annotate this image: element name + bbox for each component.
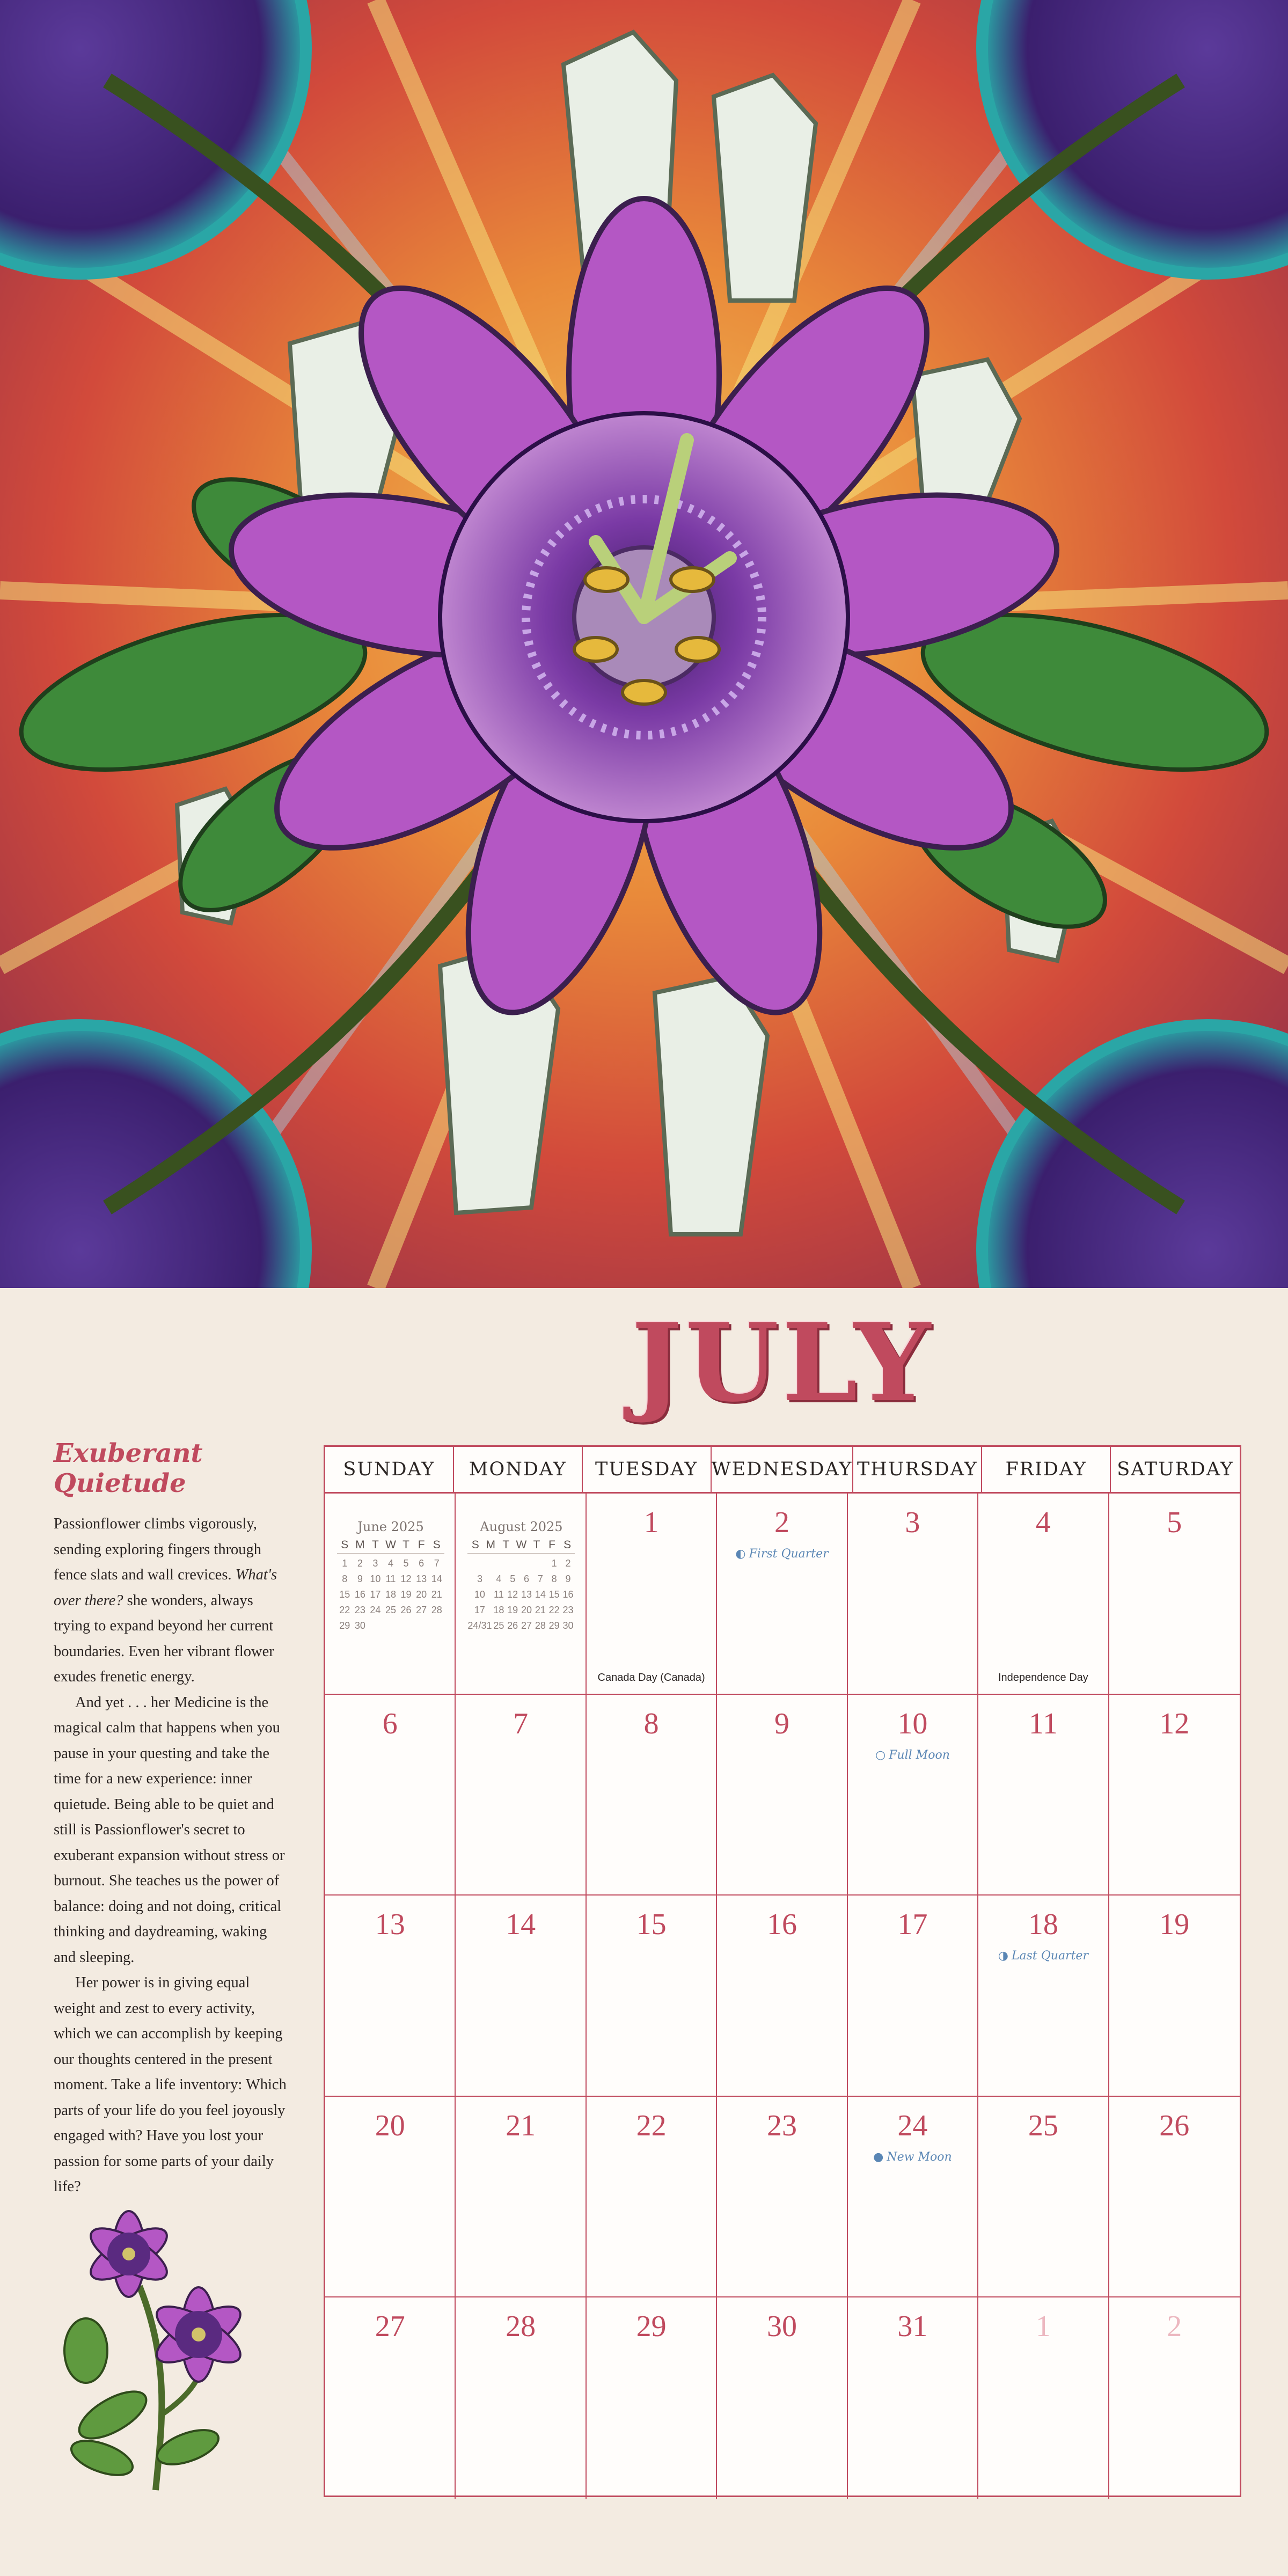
mini-calendar-day: 12 bbox=[400, 1574, 412, 1584]
mini-calendar-day: 24/31 bbox=[467, 1620, 492, 1631]
side-text-panel bbox=[54, 1438, 290, 2200]
moon-phase bbox=[848, 2150, 977, 2164]
last-quarter-moon-icon: ◑ bbox=[998, 1949, 1008, 1963]
weekday-wednesday: WEDNESDAY bbox=[712, 1447, 854, 1492]
day-cell bbox=[587, 2097, 717, 2298]
mini-calendar-weekdays bbox=[467, 1539, 575, 1554]
mini-calendar-day: 18 bbox=[385, 1589, 396, 1600]
day-cell bbox=[1109, 2097, 1240, 2298]
mini-calendar-day: 23 bbox=[562, 1605, 574, 1615]
day-cell bbox=[456, 1695, 586, 1896]
day-number: 31 bbox=[897, 2310, 928, 2344]
day-cell bbox=[325, 2297, 456, 2499]
day-number: 1 bbox=[643, 1506, 659, 1539]
mini-calendar-day: 11 bbox=[494, 1589, 504, 1600]
side-paragraph-3: Her power is in giving equal weight and zest to every activity, which we can accomplish by keeping our thoughts centered in the present moment. Take a life inventory: Which parts of your life do you feel joyously engaged with? Have you lost your passion for some parts of your daily life? bbox=[54, 1974, 287, 2195]
day-cell bbox=[587, 1695, 717, 1896]
mini-calendar-day bbox=[492, 1558, 506, 1569]
mini-calendar-day: 20 bbox=[521, 1605, 532, 1615]
day-cell bbox=[1109, 1494, 1240, 1695]
day-cell bbox=[325, 1896, 456, 2097]
mini-calendar-day: 8 bbox=[551, 1574, 557, 1584]
mini-calendar-day: 2 bbox=[565, 1558, 571, 1569]
day-cell bbox=[848, 2297, 978, 2499]
full-moon-icon: ○ bbox=[875, 1748, 886, 1762]
mini-calendar-day: 24 bbox=[370, 1605, 381, 1615]
mini-calendar-day: 30 bbox=[354, 1620, 365, 1631]
mini-calendar-day: 3 bbox=[372, 1558, 378, 1569]
mini-calendar-day bbox=[383, 1620, 399, 1631]
mini-calendar-weekday: S bbox=[564, 1539, 572, 1551]
mini-calendar-weekday: S bbox=[341, 1539, 349, 1551]
mini-calendar-days bbox=[467, 1558, 575, 1631]
side-heading: Exuberant Quietude bbox=[54, 1438, 203, 1498]
mini-calendar-title: June 2025 bbox=[357, 1519, 424, 1534]
side-paragraph-1-start: Passionflower climbs vigorously, sending exploring fingers through fence slats and wall crevices. bbox=[54, 1516, 262, 1583]
mini-calendar-day: 30 bbox=[562, 1620, 574, 1631]
day-cell bbox=[325, 2097, 456, 2298]
day-number: 14 bbox=[506, 1908, 536, 1942]
day-cell bbox=[978, 2297, 1109, 2499]
day-number: 8 bbox=[643, 1707, 659, 1740]
moon-phase-label: New Moon bbox=[887, 2150, 952, 2164]
day-cell bbox=[717, 1896, 847, 2097]
mini-calendar-day: 6 bbox=[419, 1558, 425, 1569]
mini-calendar-day: 26 bbox=[507, 1620, 518, 1631]
mini-calendar-day: 27 bbox=[521, 1620, 532, 1631]
weekday-thursday: THURSDAY bbox=[853, 1447, 982, 1492]
mini-calendar-day: 9 bbox=[565, 1574, 571, 1584]
mini-calendar-weekday: F bbox=[548, 1539, 555, 1551]
mini-calendar-day: 20 bbox=[416, 1589, 427, 1600]
holiday-label: Canada Day (Canada) bbox=[597, 1671, 705, 1684]
new-moon-icon: ● bbox=[873, 2150, 884, 2164]
day-number: 19 bbox=[1159, 1908, 1190, 1942]
mini-calendar-day: 27 bbox=[416, 1605, 427, 1615]
day-cell bbox=[325, 1494, 456, 1695]
weekday-monday: MONDAY bbox=[454, 1447, 583, 1492]
side-paragraph-2: And yet . . . her Medicine is the magical calm that happens when you pause in your questing and take the time for a new experience: inner quietude. Being able to be quiet and still is Passionflower's secret to exuberant expansion without stress or burnout. She teaches us the power of balance: doing and not doing, critical thinking and daydreaming, waking and sleeping. bbox=[54, 1694, 285, 1966]
day-number: 20 bbox=[375, 2109, 405, 2142]
moon-phase bbox=[848, 1748, 977, 1762]
day-number: 2 bbox=[774, 1506, 789, 1539]
mini-calendar-day: 25 bbox=[385, 1605, 396, 1615]
day-number: 11 bbox=[1028, 1707, 1058, 1740]
day-number: 21 bbox=[506, 2109, 536, 2142]
mini-calendar-day: 17 bbox=[370, 1589, 381, 1600]
mini-calendar-weekday: M bbox=[486, 1539, 496, 1551]
mini-calendar-day: 5 bbox=[510, 1574, 516, 1584]
day-number: 30 bbox=[766, 2310, 797, 2344]
mini-calendar-day: 3 bbox=[477, 1574, 482, 1584]
mini-calendar-day: 28 bbox=[535, 1620, 546, 1631]
mini-calendar-day: 5 bbox=[403, 1558, 409, 1569]
mini-calendar-day bbox=[429, 1620, 444, 1631]
mini-calendar-day: 22 bbox=[548, 1605, 560, 1615]
day-number: 28 bbox=[506, 2310, 536, 2344]
flower-sketch-graphic bbox=[54, 2190, 279, 2501]
mini-calendar-weekday: T bbox=[502, 1539, 510, 1551]
day-number: 12 bbox=[1159, 1707, 1190, 1740]
moon-phase-label: Full Moon bbox=[889, 1748, 950, 1762]
mini-calendar-day: 9 bbox=[357, 1574, 363, 1584]
mini-calendar-day bbox=[467, 1558, 492, 1569]
day-number: 22 bbox=[636, 2109, 667, 2142]
month-title: JULY bbox=[631, 1300, 934, 1426]
mini-calendar-day: 2 bbox=[357, 1558, 363, 1569]
mini-calendar-weekday: F bbox=[418, 1539, 425, 1551]
mini-calendar-day: 12 bbox=[507, 1589, 518, 1600]
day-cell bbox=[717, 1695, 847, 1896]
mini-calendar-day: 19 bbox=[507, 1605, 518, 1615]
mini-calendar bbox=[467, 1519, 575, 1631]
day-cell bbox=[1109, 1896, 1240, 2097]
mini-calendar-day: 29 bbox=[339, 1620, 350, 1631]
day-cell bbox=[1109, 2297, 1240, 2499]
day-cell bbox=[978, 1494, 1109, 1695]
day-cell bbox=[848, 1494, 978, 1695]
mini-calendar-weekday: T bbox=[372, 1539, 379, 1551]
mini-calendar-day: 4 bbox=[387, 1558, 393, 1569]
mini-calendar-day: 8 bbox=[342, 1574, 348, 1584]
mini-calendar-day bbox=[368, 1620, 383, 1631]
day-cell bbox=[587, 1494, 717, 1695]
day-cell bbox=[456, 2097, 586, 2298]
weekday-header-row bbox=[325, 1447, 1240, 1494]
mini-calendar-day: 21 bbox=[431, 1589, 442, 1600]
mini-calendar-title: August 2025 bbox=[480, 1519, 563, 1534]
mini-calendar-day: 1 bbox=[342, 1558, 348, 1569]
mini-calendar-day bbox=[398, 1620, 414, 1631]
moon-phase bbox=[717, 1547, 846, 1561]
day-cell bbox=[325, 1695, 456, 1896]
mini-calendar-day: 7 bbox=[434, 1558, 440, 1569]
mini-calendar-day: 15 bbox=[339, 1589, 350, 1600]
mini-calendar bbox=[337, 1519, 444, 1631]
day-cell bbox=[717, 2297, 847, 2499]
day-cell bbox=[978, 1695, 1109, 1896]
mini-calendar-day bbox=[519, 1558, 533, 1569]
mini-calendar-day: 28 bbox=[431, 1605, 442, 1615]
day-number: 23 bbox=[766, 2109, 797, 2142]
day-cell bbox=[456, 2297, 586, 2499]
mini-calendar-day: 14 bbox=[431, 1574, 442, 1584]
mini-calendar-day: 10 bbox=[474, 1589, 485, 1600]
mini-calendar-day: 6 bbox=[524, 1574, 530, 1584]
calendar-grid bbox=[324, 1445, 1241, 2497]
day-cell bbox=[1109, 1695, 1240, 1896]
moon-phase bbox=[978, 1949, 1108, 1963]
day-number: 13 bbox=[375, 1908, 405, 1942]
day-cell bbox=[978, 1896, 1109, 2097]
day-cell bbox=[717, 1494, 847, 1695]
mini-calendar-day: 10 bbox=[370, 1574, 381, 1584]
mini-calendar-weekday: W bbox=[516, 1539, 527, 1551]
day-number: 16 bbox=[766, 1908, 797, 1942]
moon-phase-label: Last Quarter bbox=[1011, 1949, 1088, 1963]
day-cell bbox=[587, 2297, 717, 2499]
day-number: 5 bbox=[1167, 1506, 1182, 1539]
day-number: 27 bbox=[375, 2310, 405, 2344]
mini-calendar-day: 23 bbox=[354, 1605, 365, 1615]
mini-calendar-day: 4 bbox=[496, 1574, 502, 1584]
mini-calendar-day: 19 bbox=[400, 1589, 412, 1600]
mini-calendar-day: 22 bbox=[339, 1605, 350, 1615]
day-number: 24 bbox=[897, 2109, 928, 2142]
mini-calendar-day: 7 bbox=[537, 1574, 543, 1584]
day-number: 25 bbox=[1028, 2109, 1058, 2142]
day-number: 17 bbox=[897, 1908, 928, 1942]
weekday-tuesday: TUESDAY bbox=[583, 1447, 712, 1492]
mini-calendar-day: 16 bbox=[354, 1589, 365, 1600]
mini-calendar-day: 15 bbox=[548, 1589, 560, 1600]
first-quarter-moon-icon: ◐ bbox=[735, 1547, 746, 1561]
side-paragraph-1 bbox=[54, 1511, 290, 1690]
mini-calendar-day: 18 bbox=[493, 1605, 504, 1615]
side-paragraph-1-end: she wonders, always trying to expand beyond her current boundaries. Even her vibrant flower exudes frenetic energy. bbox=[54, 1592, 274, 1685]
mini-calendar-weekdays bbox=[337, 1539, 444, 1554]
mini-calendar-day: 26 bbox=[400, 1605, 412, 1615]
mini-calendar-day: 13 bbox=[521, 1589, 532, 1600]
day-cell bbox=[717, 2097, 847, 2298]
mini-calendar-day bbox=[533, 1558, 547, 1569]
day-number: 18 bbox=[1028, 1908, 1058, 1942]
mini-calendar-weekday: S bbox=[433, 1539, 441, 1551]
mini-calendar-weekday: T bbox=[402, 1539, 409, 1551]
passionflower-sketch-illustration bbox=[54, 2190, 279, 2501]
day-cell bbox=[587, 1896, 717, 2097]
mini-calendar-day bbox=[506, 1558, 519, 1569]
mini-calendar-day: 29 bbox=[548, 1620, 560, 1631]
day-number: 10 bbox=[897, 1707, 928, 1740]
mini-calendar-day: 1 bbox=[551, 1558, 557, 1569]
day-cell bbox=[848, 1695, 978, 1896]
day-cell bbox=[848, 2097, 978, 2298]
mini-calendar-day: 16 bbox=[562, 1589, 574, 1600]
day-cell bbox=[978, 2097, 1109, 2298]
weekday-saturday: SATURDAY bbox=[1117, 1459, 1234, 1480]
mini-calendar-day: 17 bbox=[474, 1605, 485, 1615]
weekday-sunday: SUNDAY bbox=[325, 1447, 454, 1492]
mini-calendar-day bbox=[414, 1620, 429, 1631]
day-number: 6 bbox=[382, 1707, 398, 1740]
mini-calendar-day: 14 bbox=[535, 1589, 546, 1600]
mini-calendar-weekday: W bbox=[385, 1539, 396, 1551]
day-number: 7 bbox=[513, 1707, 529, 1740]
day-number: 29 bbox=[636, 2310, 667, 2344]
day-number: 9 bbox=[774, 1707, 789, 1740]
side-paragraph-1-italic: What's over there? bbox=[54, 1567, 277, 1609]
calendar-days bbox=[325, 1494, 1240, 2499]
mini-calendar-day: 13 bbox=[416, 1574, 427, 1584]
day-number: 26 bbox=[1159, 2109, 1190, 2142]
mini-calendar-day: 11 bbox=[385, 1574, 396, 1584]
mini-calendar-days bbox=[337, 1558, 444, 1631]
day-number: 2 bbox=[1167, 2310, 1182, 2344]
day-cell bbox=[456, 1494, 586, 1695]
day-number: 3 bbox=[905, 1506, 920, 1539]
mini-calendar-weekday: S bbox=[471, 1539, 479, 1551]
day-number: 4 bbox=[1035, 1506, 1051, 1539]
mini-calendar-day: 25 bbox=[493, 1620, 504, 1631]
mini-calendar-day: 21 bbox=[535, 1605, 546, 1615]
mini-calendar-weekday: T bbox=[533, 1539, 540, 1551]
day-number: 15 bbox=[636, 1908, 667, 1942]
holiday-label: Independence Day bbox=[998, 1671, 1088, 1684]
mini-calendar-weekday: M bbox=[355, 1539, 365, 1551]
moon-phase-label: First Quarter bbox=[749, 1547, 829, 1561]
weekday-friday: FRIDAY bbox=[982, 1447, 1111, 1492]
day-cell bbox=[456, 1896, 586, 2097]
day-cell bbox=[848, 1896, 978, 2097]
day-number: 1 bbox=[1035, 2310, 1051, 2344]
